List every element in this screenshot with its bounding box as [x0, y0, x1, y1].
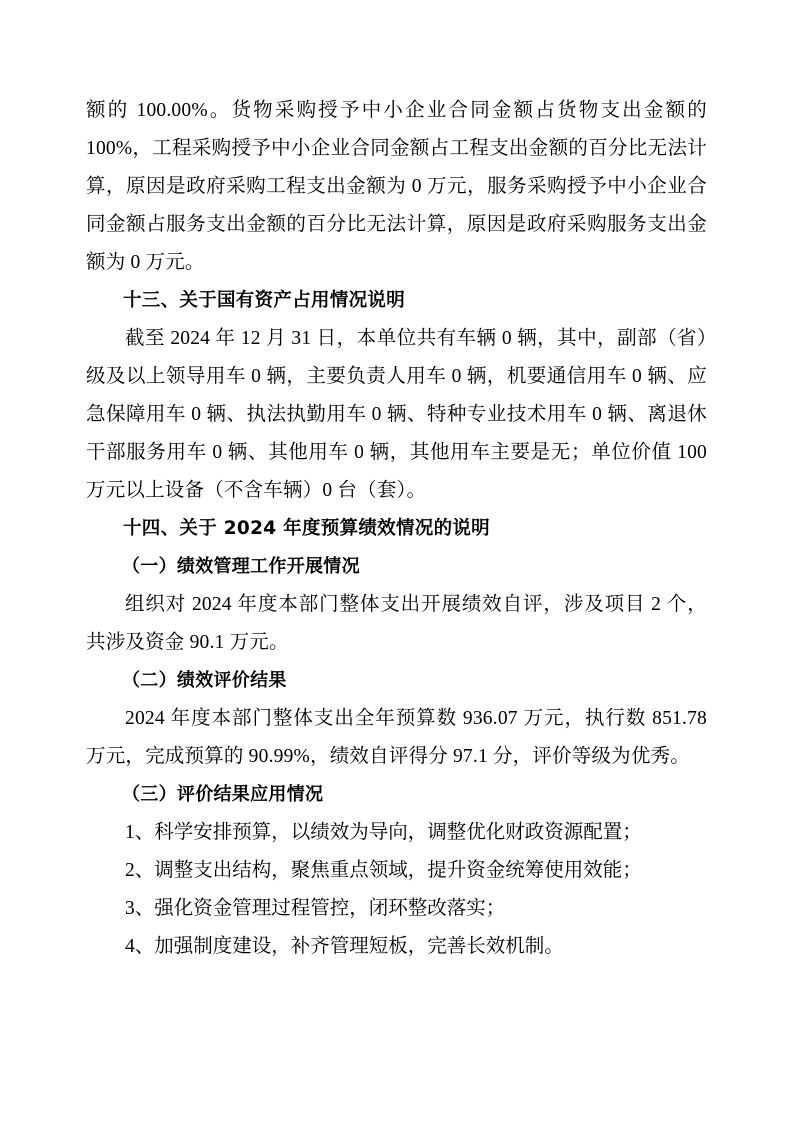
- list-item: 2、调整支出结构，聚焦重点领域，提升资金统筹使用效能；: [125, 860, 642, 881]
- paragraph-state-assets: 截至 2024 年 12 月 31 日，本单位共有车辆 0 辆，其中，副部（省）级及以上领导用车 0 辆，主要负责人用车 0 辆，机要通信用车 0 辆、应急保障用车 0 辆、执法执勤用车 0 辆、特种专业技术用车 0 辆、离退休干部服务用车 0 辆、其他用车 0 辆，其他用车主要是无；单位价值 100 万元以上设备（不含车辆）0 台（套）。: [86, 328, 707, 501]
- paragraph-performance-results: 2024 年度本部门整体支出全年预算数 936.07 万元，执行数 851.78 万元，完成预算的 90.99%，绩效自评得分 97.1 分，评价等级为优秀。: [86, 708, 707, 767]
- list-item: 4、加强制度建设，补齐管理短板，完善长效机制。: [125, 936, 564, 957]
- subsection-heading-1: （一）绩效管理工作开展情况: [122, 556, 360, 577]
- paragraph-procurement: 额的 100.00%。货物采购授予中小企业合同金额占货物支出金额的 100%，工程采购授予中小企业合同金额占工程支出金额的百分比无法计算，原因是政府采购工程支出金额为 0 万元，服务采购授予中小企业合同金额占服务支出金额的百分比无法计算，原因是政府采购服务支出金额为 0 万元。: [86, 100, 707, 273]
- document-body: [86, 92, 707, 966]
- section-heading-14: 十四、关于 2024 年度预算绩效情况的说明: [123, 518, 490, 539]
- paragraph-performance-management: 组织对 2024 年度本部门整体支出开展绩效自评，涉及项目 2 个，共涉及资金 90.1 万元。: [86, 594, 707, 653]
- subsection-heading-2: （二）绩效评价结果: [122, 670, 287, 691]
- section-heading-13: 十三、关于国有资产占用情况说明: [123, 290, 406, 311]
- subsection-heading-3: （三）评价结果应用情况: [122, 784, 324, 805]
- list-item: 1、科学安排预算，以绩效为导向，调整优化财政资源配置；: [125, 822, 642, 843]
- list-item: 3、强化资金管理过程管控，闭环整改落实；: [125, 898, 506, 919]
